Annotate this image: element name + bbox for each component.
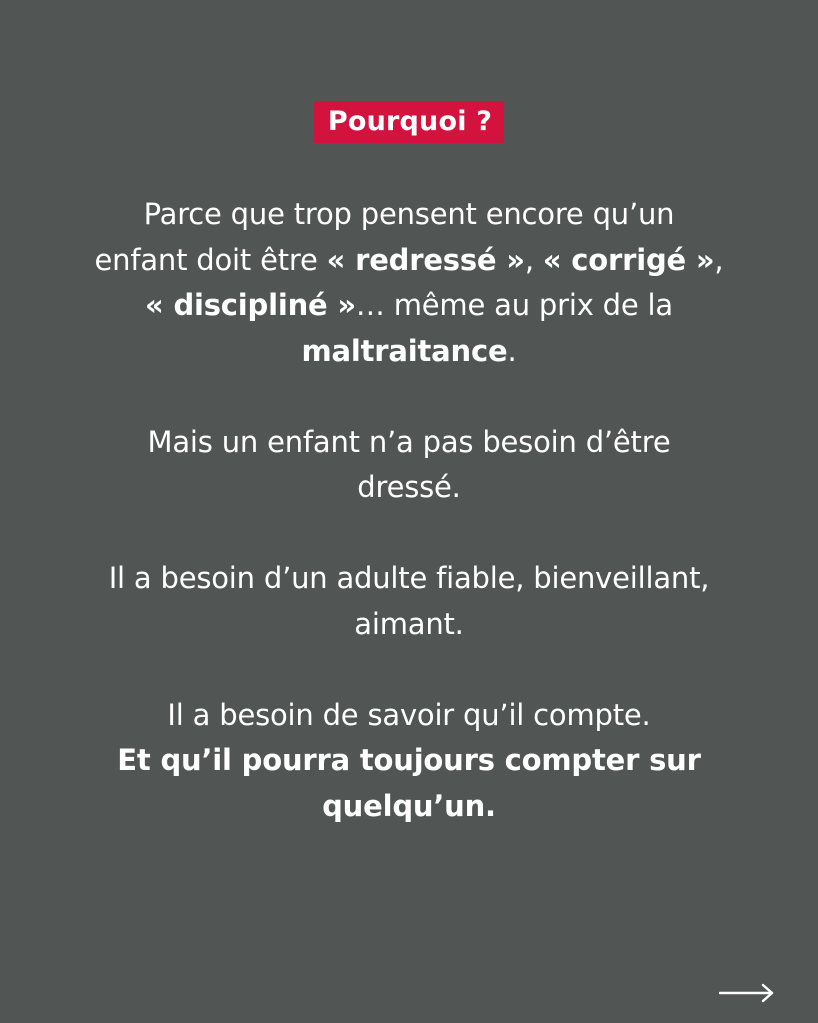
paragraph-3-line-1: Il a besoin d’un adulte fiable, bienveillant, bbox=[108, 561, 710, 595]
body-text bbox=[40, 192, 778, 829]
paragraph-4-line-3: quelqu’un. bbox=[322, 788, 496, 823]
emphasis-corrige: « corrigé » bbox=[542, 242, 715, 277]
paragraph-4-line-1: Il a besoin de savoir qu’il compte. bbox=[167, 697, 651, 732]
paragraph-4 bbox=[40, 693, 778, 830]
paragraph-1-line-1: Parce que trop pensent encore qu’un bbox=[143, 197, 675, 231]
text-segment: , bbox=[524, 242, 543, 277]
text-segment: . bbox=[507, 333, 517, 368]
paragraph-2 bbox=[40, 420, 778, 511]
paragraph-2-line-2: dressé. bbox=[357, 470, 461, 504]
text-segment: , bbox=[714, 242, 724, 277]
paragraph-1-line-3 bbox=[40, 283, 778, 329]
title-wrapper bbox=[0, 101, 818, 143]
paragraph-3-line-2: aimant. bbox=[354, 606, 464, 641]
paragraph-1 bbox=[40, 192, 778, 374]
text-segment: … même au prix de la bbox=[355, 288, 673, 322]
paragraph-1-line-4 bbox=[40, 329, 778, 375]
emphasis-maltraitance: maltraitance bbox=[301, 333, 508, 368]
paragraph-1-line-2 bbox=[40, 238, 778, 284]
paragraph-2-line-1: Mais un enfant n’a pas besoin d’être bbox=[147, 424, 671, 459]
text-segment: enfant doit être bbox=[94, 242, 327, 277]
title-tag: Pourquoi ? bbox=[314, 101, 504, 143]
paragraph-4-line-2: Et qu’il pourra toujours compter sur bbox=[117, 743, 701, 777]
arrow-right-icon[interactable] bbox=[719, 982, 775, 1004]
emphasis-discipline: « discipliné » bbox=[145, 288, 356, 322]
emphasis-redresse: « redressé » bbox=[326, 242, 525, 277]
paragraph-3 bbox=[40, 556, 778, 647]
